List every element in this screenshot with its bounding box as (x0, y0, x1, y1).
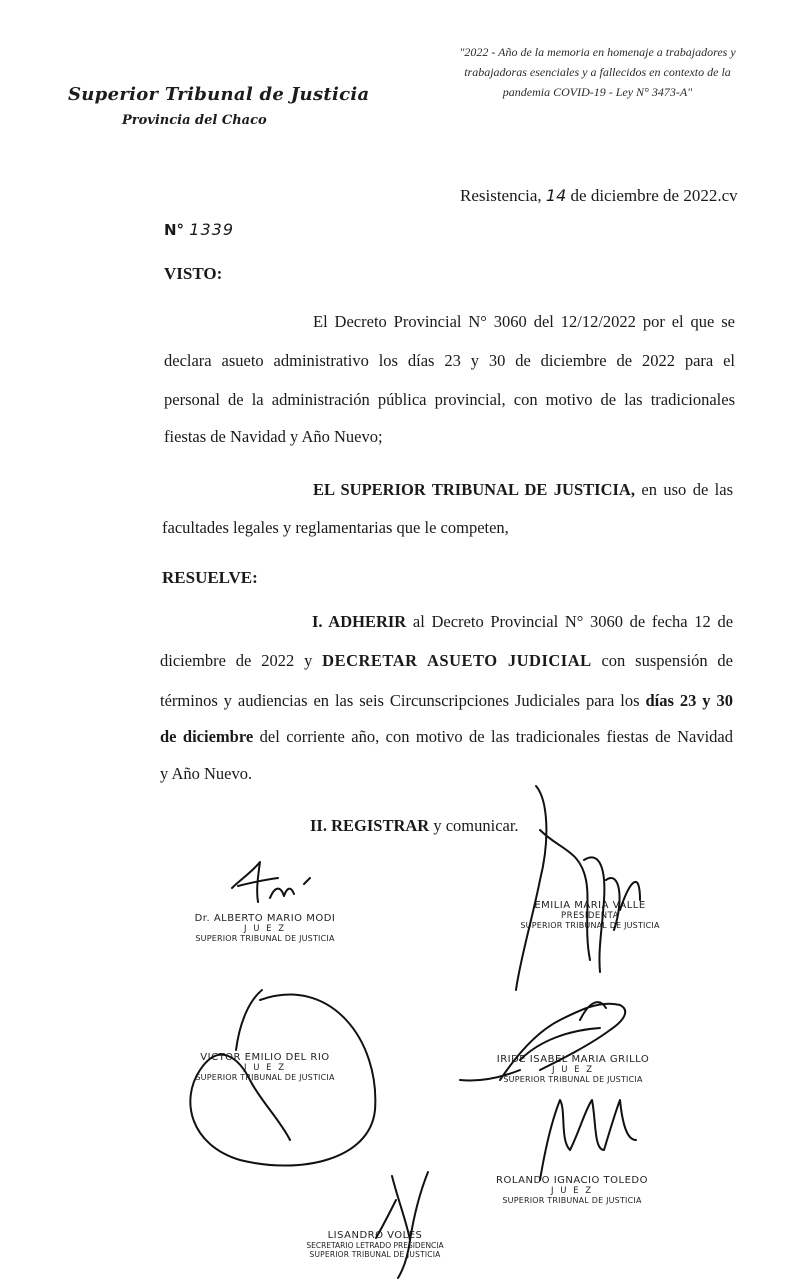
number-prefix: N° (164, 221, 185, 239)
item2-bold: II. REGISTRAR (310, 816, 430, 835)
visto-line-3: personal de la administración pública provincial, con motivo de las tradicionales (164, 390, 735, 409)
tribunal-rest: en uso de las (641, 480, 734, 499)
visto-line-4: fiestas de Navidad y Año Nuevo; (164, 427, 383, 446)
item1-bold: I. ADHERIR (312, 612, 407, 631)
visto-heading: VISTO: (164, 264, 223, 283)
item1-line-4: de diciembre del corriente año, con motivo de las tradicionales fiestas de Navidad (160, 727, 734, 746)
item1-line-3: términos y audiencias en las seis Circunscripciones Judiciales para los días 23 y 30 (160, 691, 733, 710)
court-name: Superior Tribunal de Justicia (68, 84, 370, 105)
item1-line-2: diciembre de 2022 y DECRETAR ASUETO JUDICIAL con suspensión de (160, 651, 733, 670)
signature-modi (232, 862, 310, 902)
visto-line-1: El Decreto Provincial N° 3060 del 12/12/2022 por el que se (313, 312, 735, 331)
signatory-5: ROLANDO IGNACIO TOLEDO J U E Z SUPERIOR TRIBUNAL DE JUSTICIA (496, 1175, 648, 1205)
place: Resistencia, (460, 186, 542, 205)
handwritten-number: 1339 (189, 220, 235, 239)
visto-line-2: declara asueto administrativo los días 23 y 30 de diciembre de 2022 para el (164, 351, 735, 370)
signature-toledo (540, 1100, 636, 1180)
motto-text: "2022 - Año de la memoria en homenaje a trabajadores y trabajadoras esenciales y a fallecidos en contexto de la pandemia COVID-19 - Ley N° 3473-A" (459, 45, 736, 99)
item1-line-1: I. ADHERIR al Decreto Provincial N° 3060 de fecha 12 de (312, 612, 734, 631)
date-rest: de diciembre de 2022.cv (570, 186, 738, 205)
signature-valle (516, 786, 640, 990)
signatory-4: IRIDE ISABEL MARIA GRILLO J U E Z SUPERIOR TRIBUNAL DE JUSTICIA (496, 1054, 650, 1084)
tribunal-line-2: facultades legales y reglamentarias que le competen, (162, 518, 509, 537)
resuelve-heading: RESUELVE: (162, 568, 258, 587)
signature-voles (376, 1172, 428, 1278)
item2-line: II. REGISTRAR y comunicar. (310, 816, 519, 835)
signatory-2: EMILIA MARIA VALLE PRESIDENTA SUPERIOR TRIBUNAL DE JUSTICIA (520, 900, 660, 930)
signature-delrio (190, 990, 375, 1166)
signatory-6: LISANDRO VOLES SECRETARIO LETRADO PRESIDENCIA SUPERIOR TRIBUNAL DE JUSTICIA (306, 1230, 444, 1259)
signatory-1: Dr. ALBERTO MARIO MODI J U E Z SUPERIOR TRIBUNAL DE JUSTICIA (194, 913, 336, 943)
signature-grillo (460, 1002, 625, 1080)
item1-line-5: y Año Nuevo. (160, 764, 253, 783)
handwritten-day: 14 (545, 186, 567, 205)
tribunal-bold: EL SUPERIOR TRIBUNAL DE JUSTICIA, (313, 480, 635, 499)
court-province: Provincia del Chaco (122, 113, 267, 128)
signatory-3: VICTOR EMILIO DEL RIO J U E Z SUPERIOR TRIBUNAL DE JUSTICIA (195, 1052, 335, 1082)
